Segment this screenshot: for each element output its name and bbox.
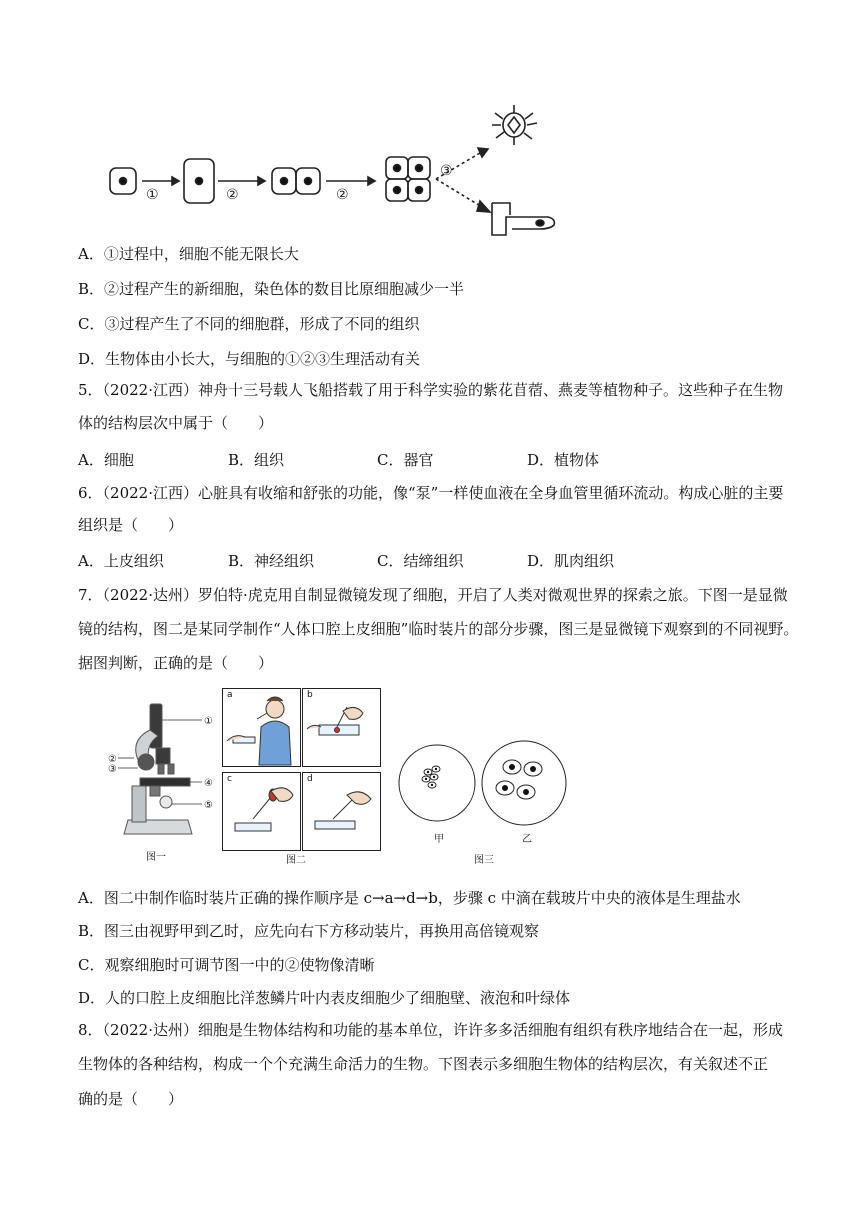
view-label-yi: 乙 <box>522 834 532 845</box>
step-label-2: ② <box>226 187 239 203</box>
view-label-jia: 甲 <box>434 834 444 845</box>
cell-process-diagram <box>100 95 580 245</box>
q5-stem-line2: 体的结构层次中属于（ ） <box>78 414 274 432</box>
q8-stem-line1: 8．（2022·达州）细胞是生物体结构和功能的基本单位，许许多多活细胞有组织有秩序地结合在一起，形成 <box>78 1021 783 1039</box>
q7-stem-line3: 据图判断，正确的是（ ） <box>78 654 274 672</box>
q4-option-d: D．生物体由小长大，与细胞的①②③生理活动有关 <box>78 350 421 368</box>
step-d-label: d <box>307 774 313 784</box>
q7-option-d: D．人的口腔上皮细胞比洋葱鳞片叶内表皮细胞少了细胞壁、液泡和叶绿体 <box>78 989 571 1007</box>
fig1-caption: 图一 <box>146 852 166 863</box>
q6-option-b: B．神经组织 <box>228 552 315 570</box>
q5-option-c: C．器官 <box>377 451 434 469</box>
q6-option-a: A．上皮组织 <box>78 552 164 570</box>
step-b-label: b <box>307 690 313 700</box>
q4-option-a: A．①过程中，细胞不能无限长大 <box>78 245 299 263</box>
step-c-label: c <box>227 774 232 784</box>
step-d-panel <box>302 772 381 851</box>
q8-stem-line2: 生物体的各种结构，构成一个个充满生命活力的生物。下图表示多细胞生物体的结构层次，有关叙述不正 <box>78 1055 769 1073</box>
microscope-figure <box>110 700 225 848</box>
step-label-1: ① <box>146 187 159 203</box>
step-a-panel <box>222 688 301 767</box>
microscope-label-2: ② <box>108 754 117 765</box>
q5-stem-line1: 5．（2022·江西）神舟十三号载人飞船搭载了用于科学实验的紫花苜蓿、燕麦等植物种子。这些种子在生物 <box>78 381 783 399</box>
microscope-label-5: ⑤ <box>204 800 213 811</box>
step-label-2b: ② <box>336 187 349 203</box>
q5-option-a: A．细胞 <box>78 451 134 469</box>
microscope-label-4: ④ <box>204 778 213 789</box>
step-c-illustration <box>223 773 300 850</box>
microscope-label-3: ③ <box>108 764 117 775</box>
q5-option-b: B．组织 <box>228 451 285 469</box>
step-a-label: a <box>227 690 233 700</box>
step-b-panel <box>302 688 381 767</box>
microscope-views-figure <box>398 742 578 842</box>
q6-stem-line2: 组织是（ ） <box>78 516 184 534</box>
step-label-3: ③ <box>440 163 453 179</box>
q4-option-c: C．③过程产生了不同的细胞群，形成了不同的组织 <box>78 315 420 333</box>
fig3-caption: 图三 <box>474 855 494 866</box>
q5-option-d: D．植物体 <box>527 451 600 469</box>
q7-stem-line1: 7．（2022·达州）罗伯特·虎克用自制显微镜发现了细胞，开启了人类对微观世界的探索之旅。下图一是显微 <box>78 586 788 604</box>
q8-stem-line3: 确的是（ ） <box>78 1090 184 1108</box>
step-d-illustration <box>303 773 380 850</box>
q6-stem-line1: 6．（2022·江西）心脏具有收缩和舒张的功能，像“泵”一样使血液在全身血管里循环流动。构成心脏的主要 <box>78 484 784 502</box>
q6-option-c: C．结缔组织 <box>377 552 464 570</box>
microscope-label-1: ① <box>204 716 213 727</box>
q4-option-b: B．②过程产生的新细胞，染色体的数目比原细胞减少一半 <box>78 280 465 298</box>
fig2-caption: 图二 <box>286 855 306 866</box>
q7-stem-line2: 镜的结构，图二是某同学制作“人体口腔上皮细胞”临时装片的部分步骤，图三是显微镜下观察到的不同视野。 <box>78 620 799 638</box>
q7-option-c: C．观察细胞时可调节图一中的②使物像清晰 <box>78 956 375 974</box>
q7-option-b: B．图三由视野甲到乙时，应先向右下方移动装片，再换用高倍镜观察 <box>78 922 540 940</box>
step-a-illustration <box>223 689 300 766</box>
q7-option-a: A．图二中制作临时装片正确的操作顺序是 c→a→d→b，步骤 c 中滴在载玻片中央的液体是生理盐水 <box>78 889 741 907</box>
q6-option-d: D．肌肉组织 <box>527 552 615 570</box>
step-c-panel <box>222 772 301 851</box>
step-b-illustration <box>303 689 380 766</box>
